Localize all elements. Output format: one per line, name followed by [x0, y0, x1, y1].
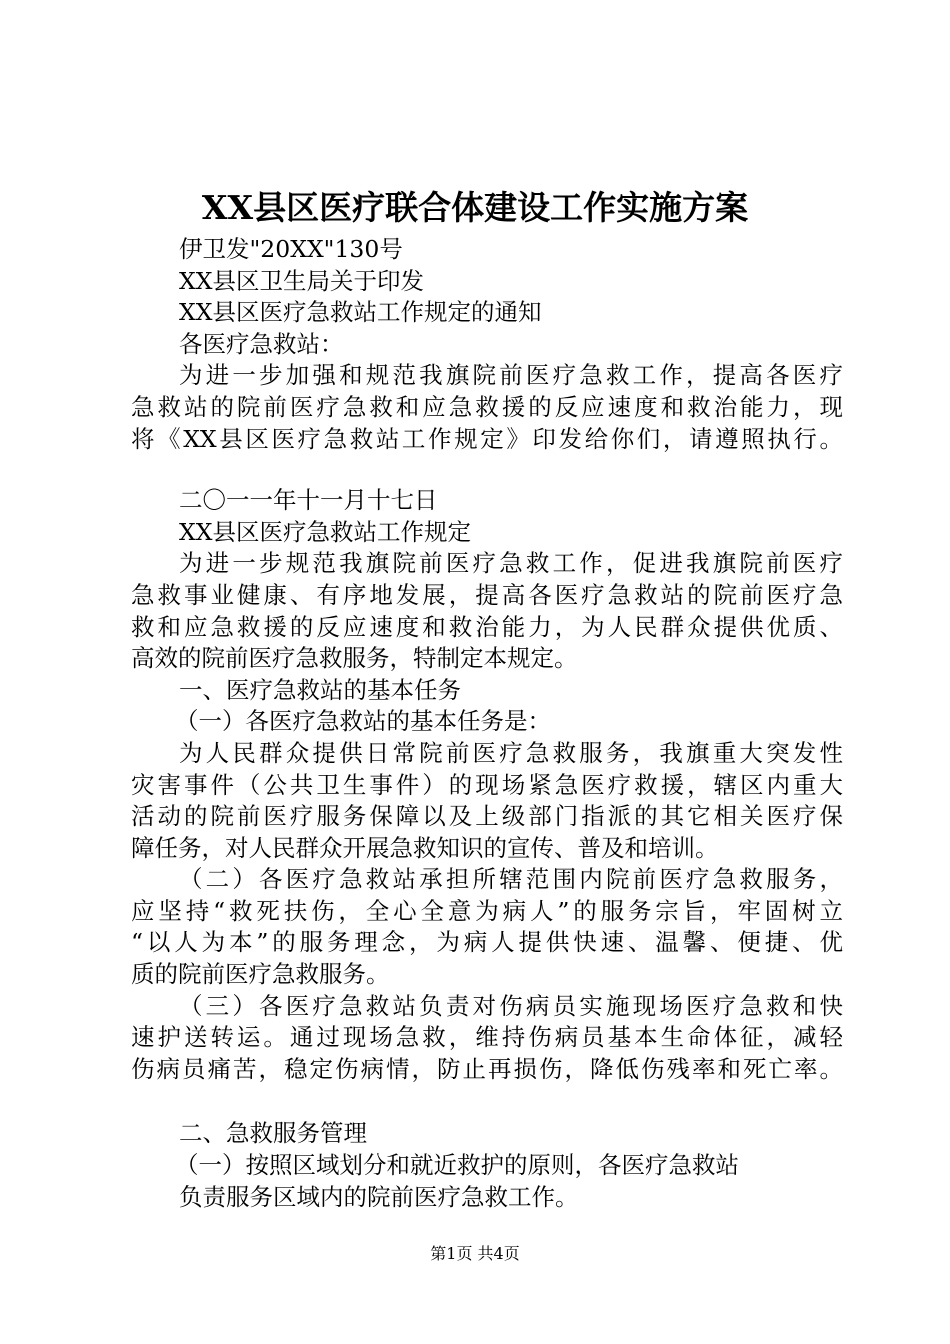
paragraph-line: 救和应急救援的反应速度和救治能力，为人民群众提供优质、: [131, 612, 843, 641]
paragraph-line: 高效的院前医疗急救服务，特制定本规定。: [131, 644, 578, 673]
paragraph-line: 为进一步加强和规范我旗院前医疗急救工作，提高各医疗: [179, 361, 843, 390]
paragraph-line: 质的院前医疗急救服务。: [131, 960, 390, 989]
paragraph-line: 急救事业健康、有序地发展，提高各医疗急救站的院前医疗急: [131, 580, 843, 609]
regulation-title-line: XX县区医疗急救站工作规定: [179, 517, 471, 546]
paragraph-line: 障任务，对人民群众开展急救知识的宣传、普及和培训。: [131, 833, 719, 862]
paragraph-line: 负责服务区域内的院前医疗急救工作。: [179, 1182, 579, 1211]
paragraph-line: 为进一步规范我旗院前医疗急救工作，促进我旗院前医疗: [179, 549, 843, 578]
spacer: [131, 455, 843, 485]
subsection-heading: （一）各医疗急救站的基本任务是：: [175, 707, 551, 736]
paragraph-line: 灾害事件（公共卫生事件）的现场紧急医疗救援，辖区内重大: [131, 770, 843, 799]
paragraph-line: 将《XX县区医疗急救站工作规定》印发给你们，请遵照执行。: [131, 424, 843, 453]
paragraph-line: （二）各医疗急救站承担所辖范围内院前医疗急救服务，: [179, 865, 843, 894]
date-line: 二〇一一年十一月十七日: [179, 486, 438, 515]
paragraph-line: （一）按照区域划分和就近救护的原则，各医疗急救站: [175, 1151, 739, 1180]
section-heading: 二、急救服务管理: [179, 1119, 367, 1148]
paragraph-line: （三）各医疗急救站负责对伤病员实施现场医疗急救和快: [179, 991, 843, 1020]
paragraph-line: “以人为本”的服务理念，为病人提供快速、温馨、便捷、优: [131, 928, 843, 957]
paragraph-line: 应坚持“救死扶伤，全心全意为病人”的服务宗旨，牢固树立: [131, 896, 843, 925]
paragraph-line: 活动的院前医疗服务保障以及上级部门指派的其它相关医疗保: [131, 802, 843, 831]
notice-heading-line-2: XX县区医疗急救站工作规定的通知: [179, 298, 542, 327]
notice-heading-line-1: XX县区卫生局关于印发: [179, 266, 424, 295]
spacer: [131, 1085, 843, 1118]
document-body: [131, 234, 843, 1213]
doc-number-line: 伊卫发"20XX"130号: [179, 235, 403, 263]
page-footer: 第1页 共4页: [430, 1244, 520, 1263]
salutation-line: 各医疗急救站：: [179, 329, 344, 358]
section-heading: 一、医疗急救站的基本任务: [179, 675, 461, 704]
paragraph-line: 急救站的院前医疗急救和应急救援的反应速度和救治能力，现: [131, 392, 843, 421]
document-title: XX县区医疗联合体建设工作实施方案: [201, 188, 749, 227]
paragraph-line: 速护送转运。通过现场急救，维持伤病员基本生命体征，减轻: [131, 1023, 843, 1052]
paragraph-line: 为人民群众提供日常院前医疗急救服务，我旗重大突发性: [179, 738, 843, 767]
paragraph-line: 伤病员痛苦，稳定伤病情，防止再损伤，降低伤残率和死亡率。: [131, 1054, 843, 1083]
